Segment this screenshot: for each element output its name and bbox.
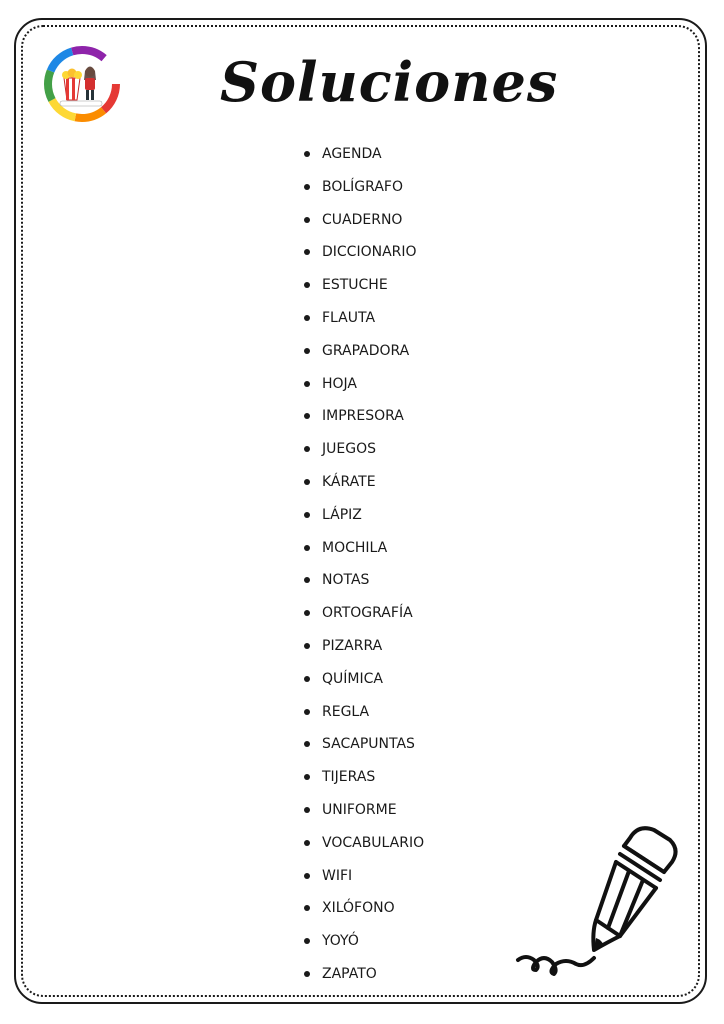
list-item: DICCIONARIO (304, 236, 424, 269)
list-item: UNIFORME (304, 794, 424, 827)
page-title: Soluciones (220, 50, 559, 114)
list-item: HOJA (304, 368, 424, 401)
list-item: PIZARRA (304, 630, 424, 663)
list-item: QUÍMICA (304, 663, 424, 696)
list-item: REGLA (304, 696, 424, 729)
list-item: FLAUTA (304, 302, 424, 335)
list-item: VOCABULARIO (304, 827, 424, 860)
solutions-list (304, 138, 424, 991)
list-item: YOYÓ (304, 925, 424, 958)
list-item: LÁPIZ (304, 499, 424, 532)
list-item: KÁRATE (304, 466, 424, 499)
list-item: ORTOGRAFÍA (304, 597, 424, 630)
list-item: ZAPATO (304, 958, 424, 991)
list-item: AGENDA (304, 138, 424, 171)
list-item: SACAPUNTAS (304, 728, 424, 761)
list-item: ESTUCHE (304, 269, 424, 302)
list-item: MOCHILA (304, 532, 424, 565)
list-item: XILÓFONO (304, 892, 424, 925)
popcorn-teacher-logo-icon (42, 44, 122, 124)
list-item: TIJERAS (304, 761, 424, 794)
list-item: NOTAS (304, 564, 424, 597)
list-item: CUADERNO (304, 204, 424, 237)
pencil-icon (512, 820, 684, 984)
list-item: GRAPADORA (304, 335, 424, 368)
list-item: BOLÍGRAFO (304, 171, 424, 204)
list-item: IMPRESORA (304, 400, 424, 433)
list-item: WIFI (304, 860, 424, 893)
list-item: JUEGOS (304, 433, 424, 466)
